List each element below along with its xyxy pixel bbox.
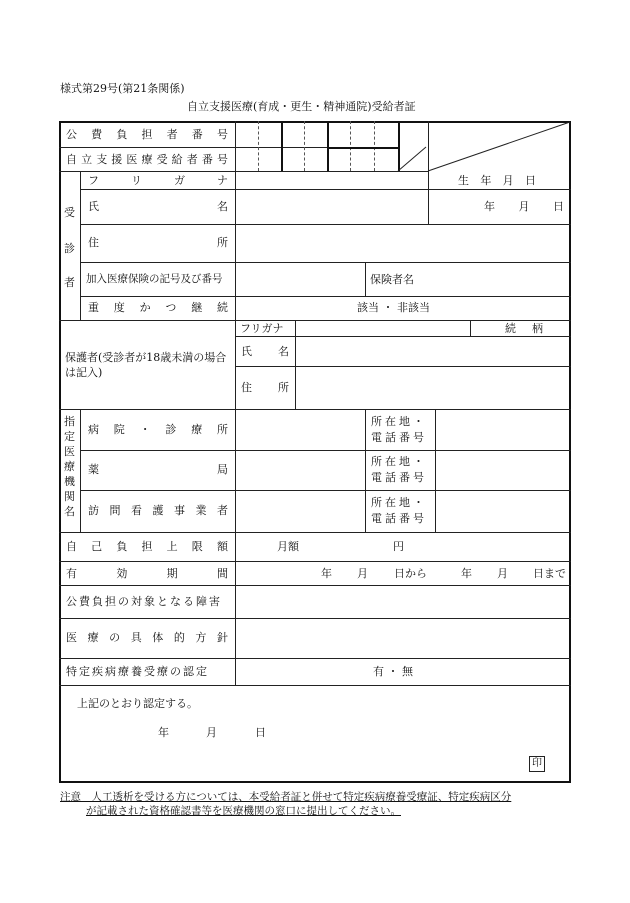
form-number: 様式第29号(第21条関係) bbox=[60, 82, 185, 95]
note-line-1: 注意 人工透析を受ける方については、本受給者証と併せて特定疾病療養受療証、特定疾病区分 bbox=[60, 791, 512, 803]
certification-statement: 上記のとおり認定する。 bbox=[77, 697, 198, 710]
guardian-relationship-label: 続 柄 bbox=[505, 322, 543, 335]
hospital-label: 病 院 ・ 診 療 所 bbox=[88, 423, 228, 436]
guardian-address-label: 住 所 bbox=[241, 381, 289, 394]
yen-label: 円 bbox=[393, 540, 404, 553]
specific-disease-label: 特定疾病療養受療の認定 bbox=[66, 665, 209, 678]
note-line-2: が記載された資格確認書等を医療機関の窓口に提出してください。 bbox=[86, 805, 401, 817]
guardian-furigana-label: フリガナ bbox=[240, 322, 284, 335]
monthly-label: 月額 bbox=[277, 540, 299, 553]
burden-limit-label: 自 己 負 担 上 限 額 bbox=[66, 540, 228, 553]
applicable-choice: 該当 ・ 非該当 bbox=[357, 301, 430, 314]
visiting-nurse-label: 訪 問 看 護 事 業 者 bbox=[88, 504, 228, 517]
birth-date-label: 生 年 月 日 bbox=[458, 174, 536, 187]
insurer-name-label: 保険者名 bbox=[370, 273, 414, 286]
payer-number-label: 公 費 負 担 者 番 号 bbox=[66, 128, 228, 141]
form-title: 自立支援医療(育成・更生・精神通院)受給者証 bbox=[187, 100, 416, 113]
severe-continuing-label: 重 度 か つ 継 続 bbox=[88, 301, 228, 314]
furigana-label: フ リ ガ ナ bbox=[88, 174, 228, 187]
name-label: 氏 名 bbox=[88, 200, 228, 213]
birth-date-value: 年 月 日 bbox=[484, 200, 564, 213]
seal-mark: 印 bbox=[529, 756, 545, 772]
disability-target-label: 公費負担の対象となる障害 bbox=[66, 595, 222, 608]
guardian-label: 保護者(受診者が18歳未満の場合は記入) bbox=[65, 351, 227, 379]
specific-disease-choice: 有 ・ 無 bbox=[373, 665, 413, 678]
recipient-number-label: 自 立 支 援 医 療 受 給 者 番 号 bbox=[66, 153, 228, 166]
guardian-name-label: 氏 名 bbox=[241, 345, 289, 358]
institutions-group-label: 指定医療機関名 bbox=[64, 415, 75, 518]
insurance-symbol-label: 加入医療保険の記号及び番号 bbox=[86, 273, 223, 285]
treatment-policy-label: 医 療 の 具 体 的 方 針 bbox=[66, 631, 228, 644]
pharmacy-label: 薬 局 bbox=[88, 463, 228, 476]
validity-label: 有 効 期 間 bbox=[66, 567, 228, 580]
address-label: 住 所 bbox=[88, 236, 228, 249]
